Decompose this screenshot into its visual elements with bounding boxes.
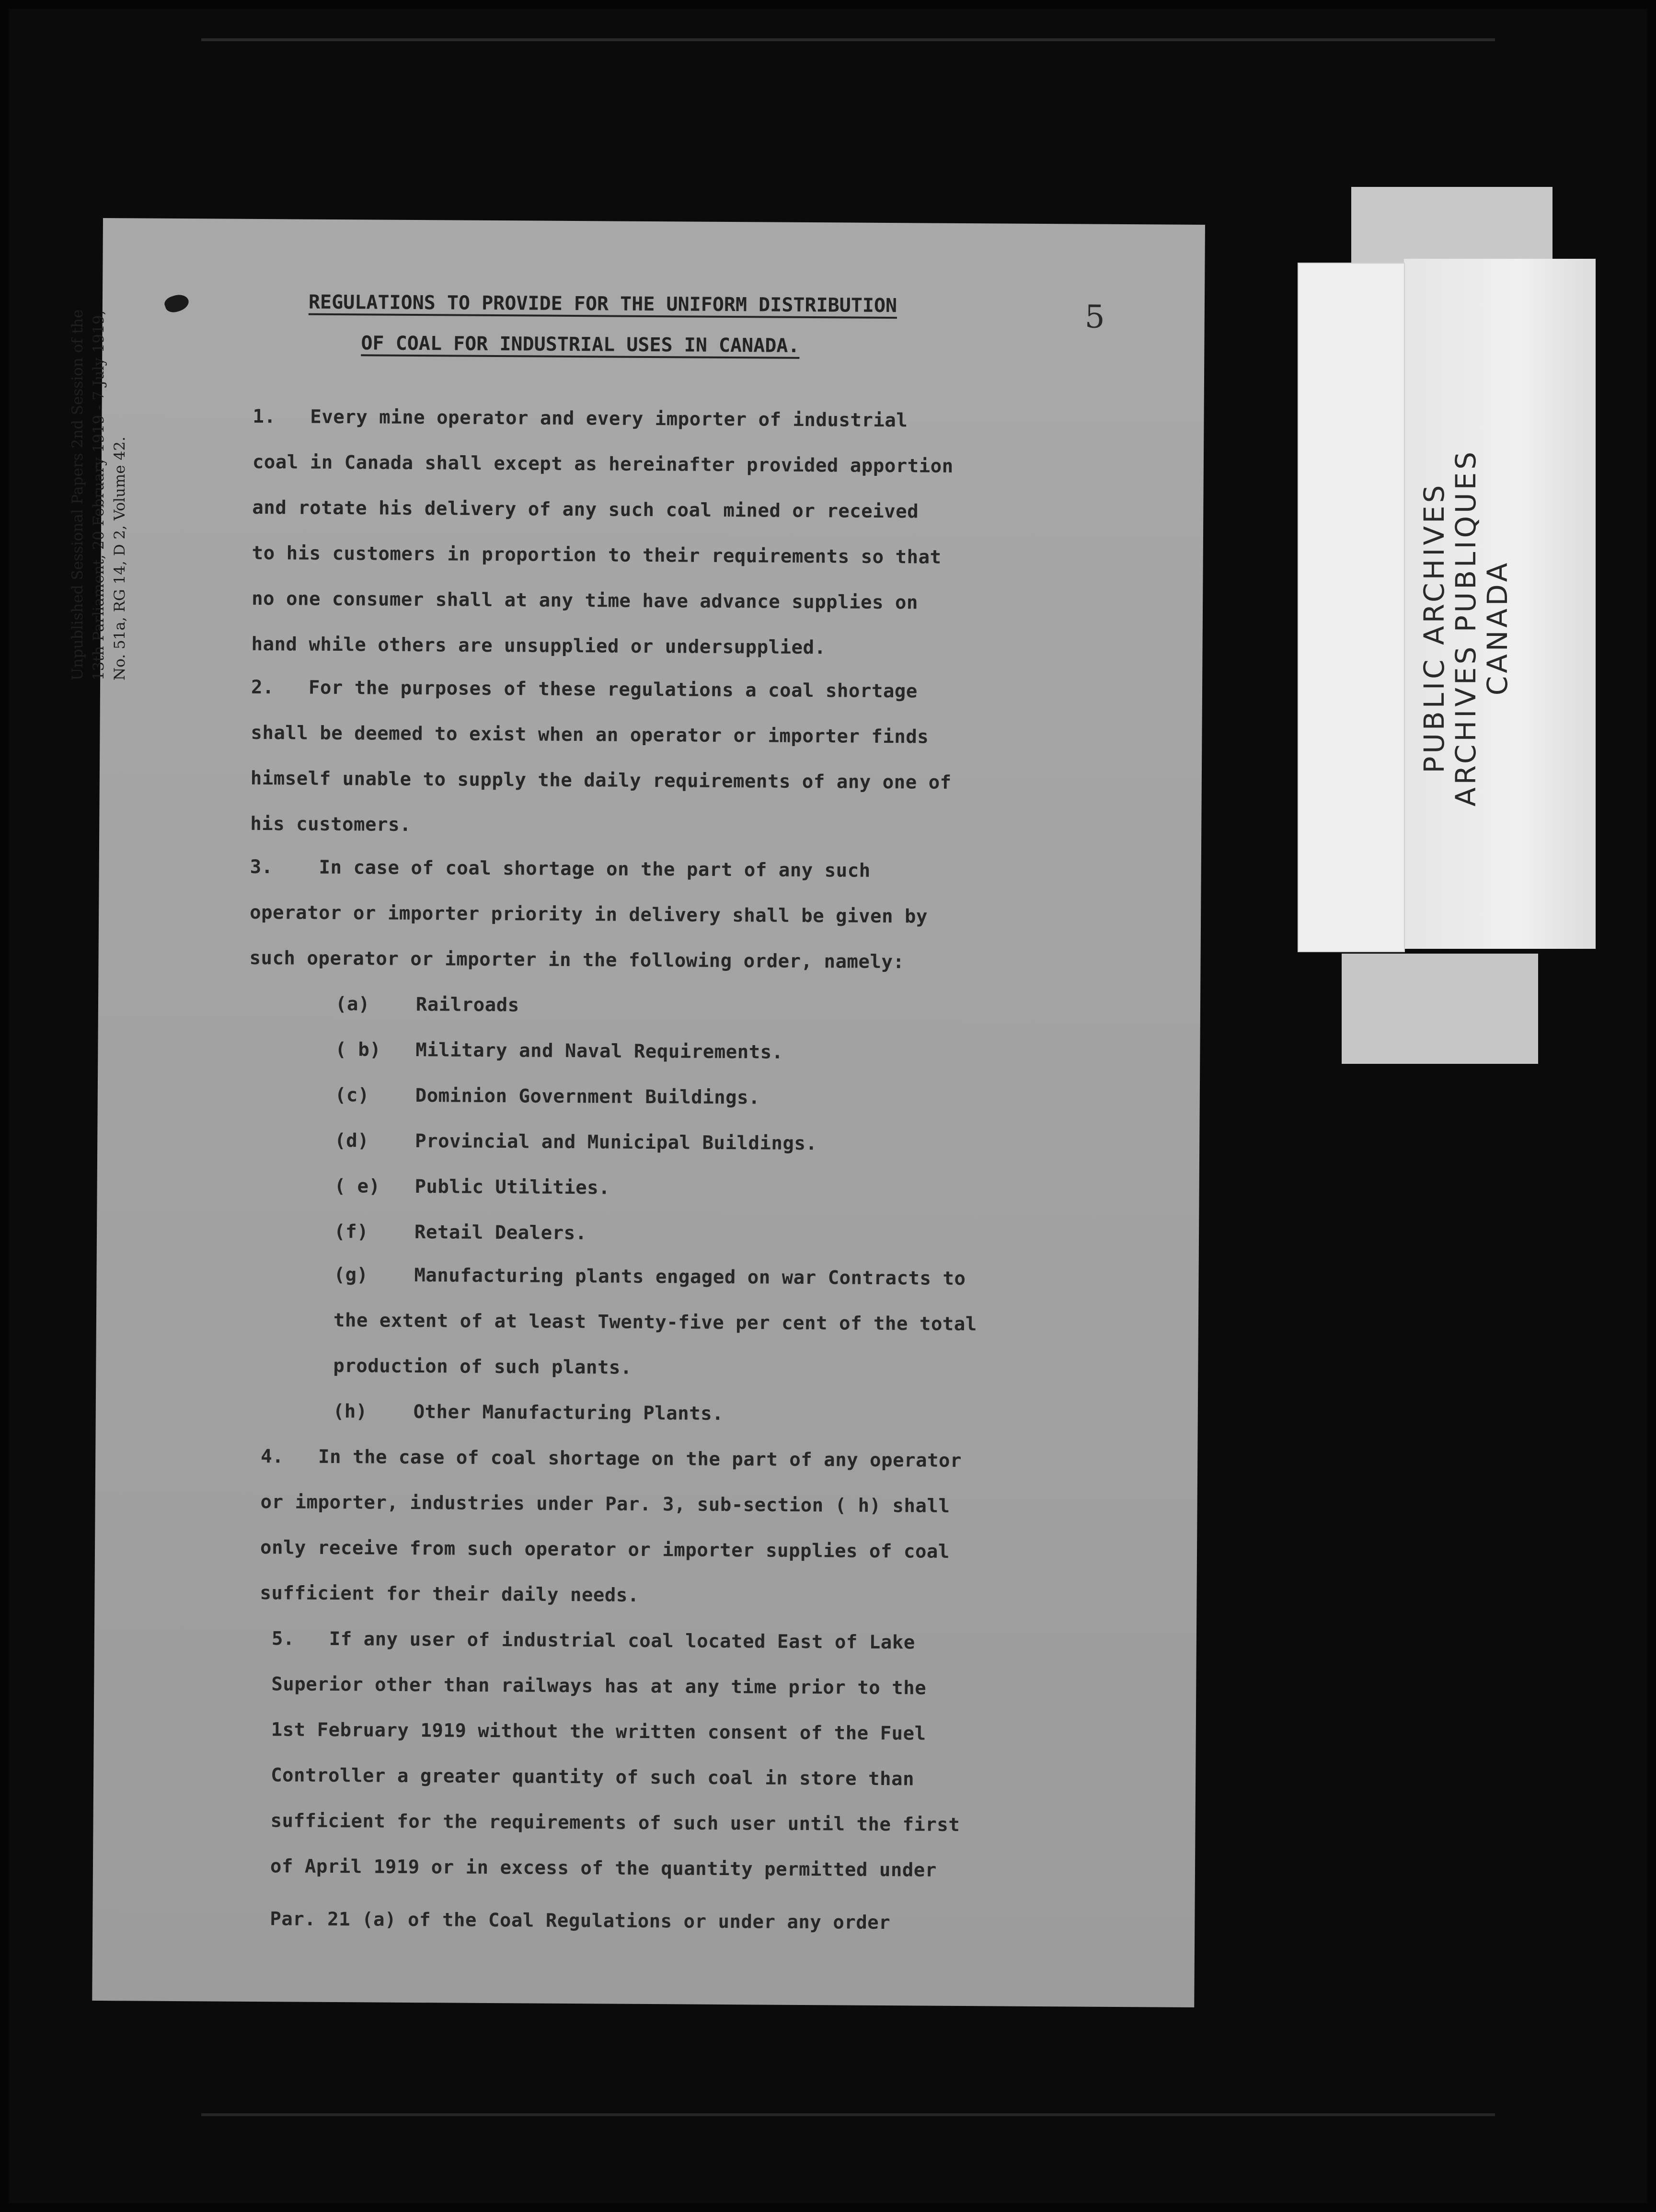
body-line: Par. 21 (a) of the Coal Regulations or under any order [270,1908,891,1934]
body-line: only receive from such operator or importer supplies of coal [260,1537,950,1563]
film-edge-top [201,38,1495,41]
body-line: such operator or importer in the following order, namely: [249,947,905,973]
body-line: hand while others are unsupplied or undersupplied. [251,633,826,659]
body-line: his customers. [250,813,412,836]
body-line: to his customers in proportion to their requirements so that [252,542,942,568]
body-line: shall be deemed to exist when an operator or importer finds [251,722,929,748]
stamp-line-2: ARCHIVES PUBLIQUES [1449,449,1482,807]
list-item: (g) Manufacturing plants engaged on war Contracts to [334,1264,966,1290]
body-line: 5. If any user of industrial coal located East of Lake [271,1628,915,1654]
list-item: ( e) Public Utilities. [334,1175,610,1199]
body-line: and rotate his delivery of any such coal mined or received [252,496,919,523]
list-item: (a) Railroads [335,993,519,1016]
list-item: the extent of at least Twenty-five per cent of the total [333,1309,977,1336]
body-line: 1. Every mine operator and every importer of industrial [253,405,908,432]
title-line-1: REGULATIONS TO PROVIDE FOR THE UNIFORM DISTRIBUTION [308,291,897,317]
archive-stamp [1418,412,1513,843]
title-line-2: OF COAL FOR INDUSTRIAL USES IN CANADA. [361,332,800,357]
archive-reference-text [67,10,130,680]
stamp-paper-bottom [1342,954,1538,1064]
film-edge-bottom [201,2113,1495,2116]
stamp-line-1: PUBLIC ARCHIVES [1418,482,1450,773]
body-line: sufficient for their daily needs. [260,1582,639,1606]
document-page [92,218,1205,2007]
body-line: 4. In the case of coal shortage on the part of any operator [261,1446,962,1472]
body-line: no one consumer shall at any time have advance supplies on [252,588,919,614]
ink-blot [163,292,191,315]
reference-line-2: 13th Parliament, 20 February 1919 - 7 July 1919, [90,310,107,680]
body-line: operator or importer priority in delivery shall be given by [250,901,928,928]
body-line: of April 1919 or in excess of the quantity permitted under [270,1855,937,1881]
body-line: 3. In case of coal shortage on the part of any such [250,856,871,882]
page-number: 5 [1084,298,1105,335]
list-item: production of such plants. [333,1355,632,1379]
list-item: ( b) Military and Naval Requirements. [335,1038,783,1063]
body-line: sufficient for the requirements of such user until the first [270,1810,960,1836]
list-item: (d) Provincial and Municipal Buildings. [334,1129,817,1155]
reference-line-1: Unpublished Sessional Papers 2nd Session of the [69,309,86,680]
stamp-line-3: CANADA [1481,560,1514,696]
body-line: Superior other than railways has at any time prior to the [271,1673,927,1699]
body-line: Controller a greater quantity of such coal in store than [271,1764,915,1790]
body-line: 1st February 1919 without the written consent of the Fuel [271,1719,926,1745]
body-line: coal in Canada shall except as hereinafter provided apportion [252,451,954,477]
reference-line-3: No. 51a, RG 14, D 2, Volume 42. [111,437,128,680]
body-line: himself unable to supply the daily requirements of any one of [250,767,952,794]
list-item: (f) Retail Dealers. [334,1221,587,1244]
body-line: or importer, industries under Par. 3, sub-section ( h) shall [260,1491,950,1517]
list-item: (c) Dominion Government Buildings. [334,1084,760,1109]
stamp-paper-top [1351,187,1552,264]
list-item: (h) Other Manufacturing Plants. [333,1400,724,1425]
archive-reference-label [1299,264,1404,951]
body-line: 2. For the purposes of these regulations a coal shortage [251,676,918,703]
